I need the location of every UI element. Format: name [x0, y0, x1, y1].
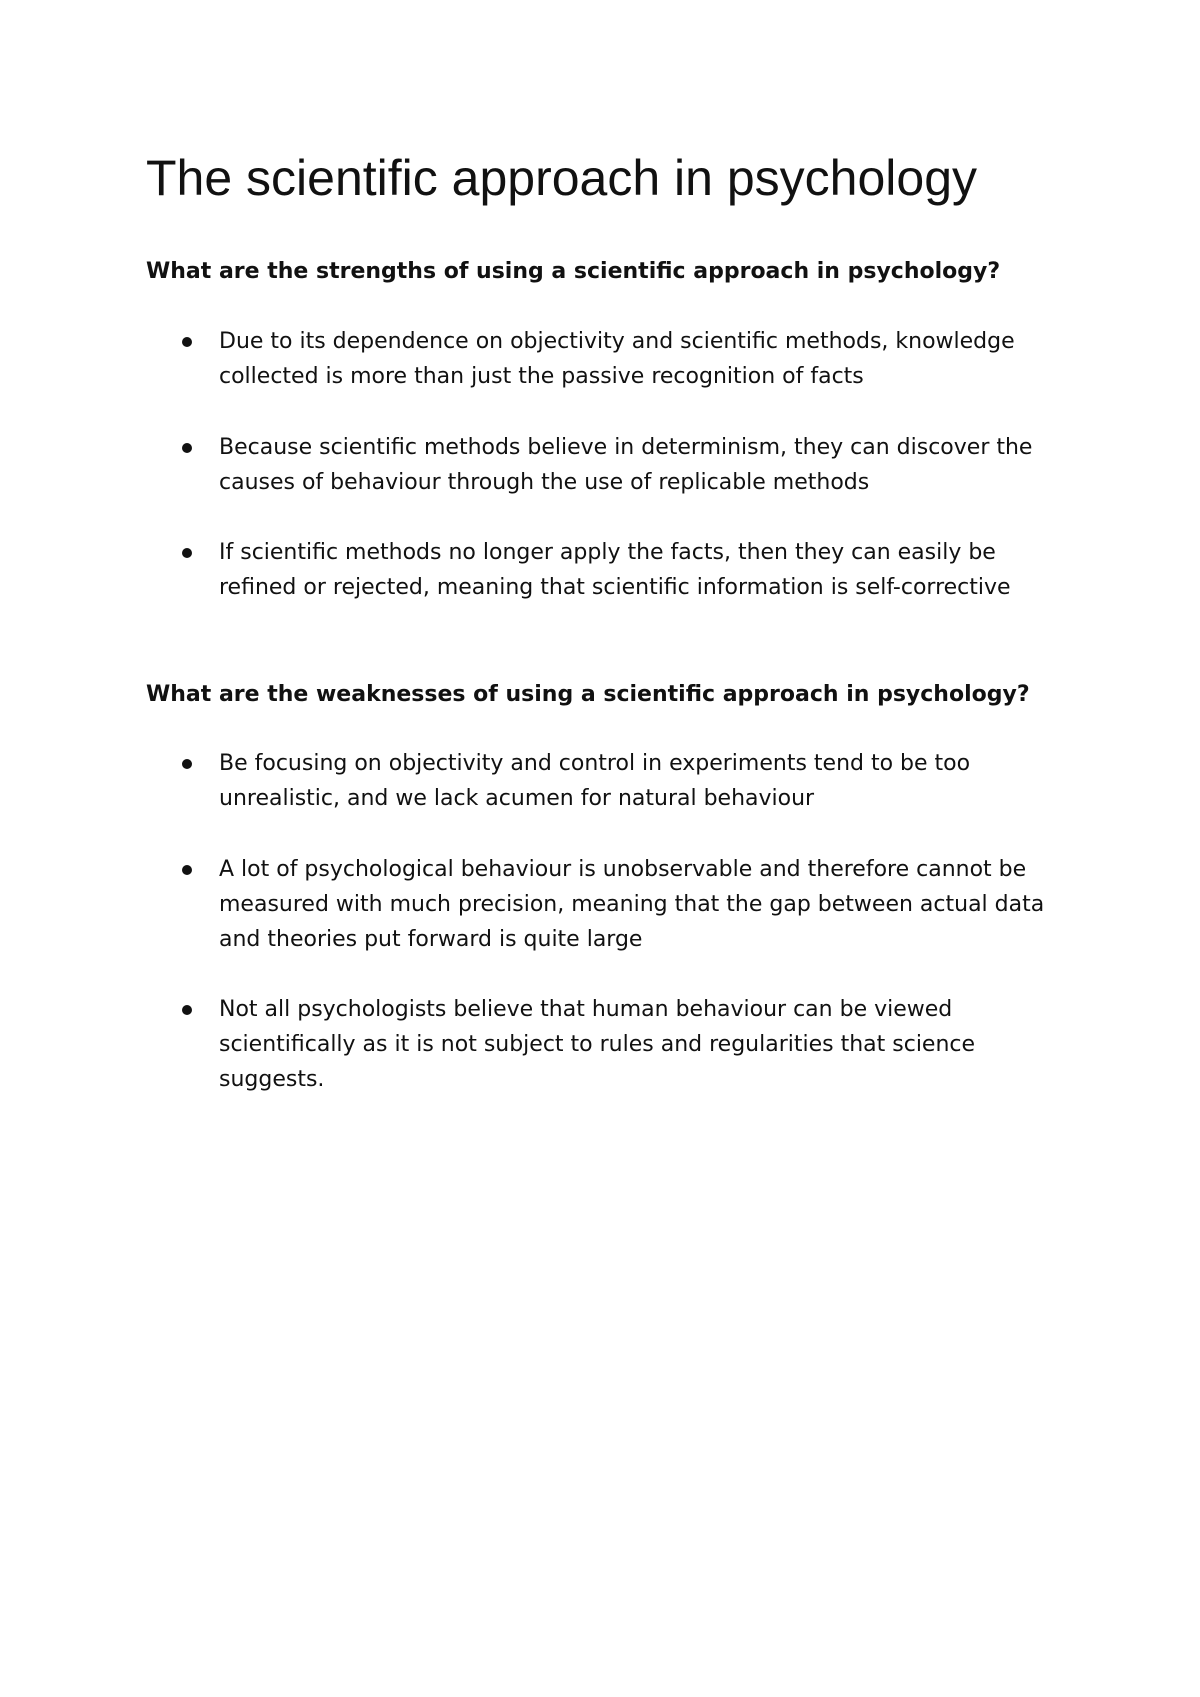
bullet-icon: [182, 759, 192, 769]
list-item-text: If scientific methods no longer apply the facts, then they can easily be refined or rejected, meaning that scientific information is self-corrective: [219, 540, 1011, 600]
page-title: The scientific approach in psychology: [146, 150, 978, 206]
list-item-text: Be focusing on objectivity and control in experiments tend to be too unrealistic, and we lack acumen for natural behaviour: [219, 751, 971, 811]
list-item-text: Not all psychologists believe that human behaviour can be viewed scientifically as it is not subject to rules and regularities that science suggests.: [219, 997, 976, 1092]
list-item-text: Because scientific methods believe in determinism, they can discover the causes of behaviour through the use of replicable methods: [219, 435, 1033, 495]
list-item-text: A lot of psychological behaviour is unobservable and therefore cannot be measured with much precision, meaning that the gap between actual data and theories put forward is quite large: [219, 857, 1045, 952]
list-item-text: Due to its dependence on objectivity and scientific methods, knowledge collected is more than just the passive recognition of facts: [219, 329, 1015, 389]
section-heading-weaknesses: What are the weaknesses of using a scientific approach in psychology?: [146, 682, 1030, 707]
bullet-icon: [182, 443, 192, 453]
bullet-icon: [182, 865, 192, 875]
section-heading-strengths: What are the strengths of using a scientific approach in psychology?: [146, 259, 1001, 284]
bullet-icon: [182, 337, 192, 347]
bullet-icon: [182, 548, 192, 558]
bullet-icon: [182, 1005, 192, 1015]
